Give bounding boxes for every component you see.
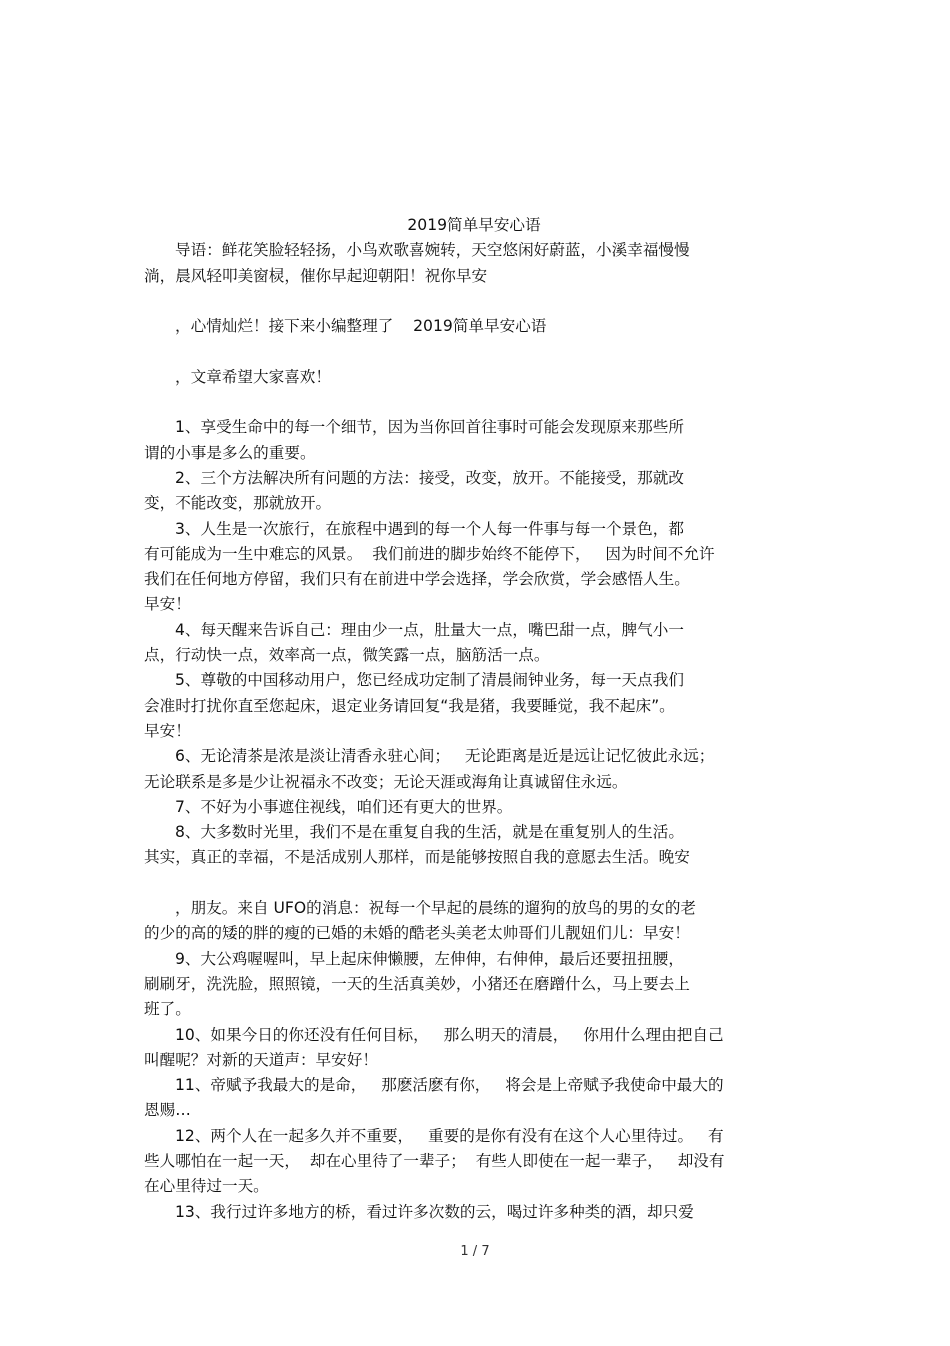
- document-body: [144, 213, 824, 1225]
- text-line: 5、尊敬的中国移动用户，您已经成功定制了清晨闹钟业务，每一天点我们: [175, 671, 684, 690]
- text-line: 有可能成为一生中难忘的风景。 我们前进的脚步始终不能停下， 因为时间不允许: [144, 544, 715, 563]
- text-line: ，朋友。来自 UFO的消息：祝每一个早起的晨练的遛狗的放鸟的男的女的老: [175, 899, 697, 918]
- text-line: 早安！: [144, 721, 191, 740]
- blank-line: [144, 339, 824, 364]
- blank-line: [144, 390, 824, 415]
- text-line: 8、大多数时光里，我们不是在重复自我的生活，就是在重复别人的生活。: [175, 823, 684, 842]
- text-line: 11、帝赋予我最大的是命， 那麽活麽有你， 将会是上帝赋予我使命中最大的: [175, 1076, 724, 1095]
- blank-line: [144, 289, 824, 314]
- text-line: 恩赐…: [144, 1101, 191, 1120]
- text-line: 叫醒呢？对新的天道声：早安好！: [144, 1050, 378, 1069]
- text-line: 9、大公鸡喔喔叫，早上起床伸懒腰，左伸伸，右伸伸，最后还要扭扭腰，: [175, 949, 684, 968]
- text-line: 12、两个人在一起多久并不重要， 重要的是你有没有在这个人心里待过。 有: [175, 1126, 724, 1145]
- text-line: 6、无论清茶是浓是淡让清香永驻心间； 无论距离是近是远让记忆彼此永远；: [175, 747, 715, 766]
- text-line: 7、不好为小事遮住视线，咱们还有更大的世界。: [175, 797, 513, 816]
- document-text: [144, 238, 824, 1225]
- text-line: 导语：鲜花笑脸轻轻扬，小鸟欢歌喜婉转，天空悠闲好蔚蓝，小溪幸福慢慢: [175, 241, 690, 260]
- text-line: 2、三个方法解决所有问题的方法：接受，改变，放开。不能接受，那就改: [175, 468, 684, 487]
- text-line: 3、人生是一次旅行，在旅程中遇到的每一个人每一件事与每一个景色，都: [175, 519, 684, 538]
- text-line: ，心情灿烂！接下来小编整理了 2019简单早安心语: [175, 317, 547, 336]
- text-line: 变，不能改变，那就放开。: [144, 494, 332, 513]
- text-line: 点，行动快一点，效率高一点，微笑露一点，脑筋活一点。: [144, 646, 550, 665]
- text-line: 的少的高的矮的胖的瘦的已婚的未婚的酷老头美老太帅哥们儿靓妞们儿：早安！: [144, 924, 690, 943]
- text-line: 刷刷牙，洗洗脸，照照镜，一天的生活真美妙，小猪还在磨蹭什么，马上要去上: [144, 974, 690, 993]
- text-line: 其实，真正的幸福，不是活成别人那样，而是能够按照自我的意愿去生活。晚安: [144, 848, 690, 867]
- text-line: 无论联系是多是少让祝福永不改变；无论天涯或海角让真诚留住永远。: [144, 772, 628, 791]
- text-line: 早安！: [144, 595, 191, 614]
- text-line: 4、每天醒来告诉自己：理由少一点，肚量大一点，嘴巴甜一点，脾气小一: [175, 620, 684, 639]
- text-line: 1、享受生命中的每一个细节，因为当你回首往事时可能会发现原来那些所: [175, 418, 684, 437]
- text-line: 10、如果今日的你还没有任何目标， 那么明天的清晨， 你用什么理由把自己: [175, 1025, 724, 1044]
- text-line: 谓的小事是多么的重要。: [144, 443, 316, 462]
- text-line: 淌，晨风轻叩美窗棂，催你早起迎朝阳！祝你早安: [144, 266, 488, 285]
- page-indicator: 1 / 7: [460, 1244, 490, 1259]
- text-line: 些人哪怕在一起一天， 却在心里待了一辈子； 有些人即使在一起一辈子， 却没有: [144, 1151, 725, 1170]
- text-line: 13、我行过许多地方的桥，看过许多次数的云，喝过许多种类的酒，却只爱: [175, 1202, 694, 1221]
- blank-line: [144, 871, 824, 896]
- text-line: 我们在任何地方停留，我们只有在前进中学会选择，学会欣赏，学会感悟人生。: [144, 570, 690, 589]
- document-title: 2019简单早安心语: [407, 216, 541, 234]
- text-line: 班了。: [144, 1000, 191, 1019]
- text-line: ，文章希望大家喜欢！: [175, 367, 331, 386]
- text-line: 在心里待过一天。: [144, 1177, 269, 1196]
- text-line: 会准时打扰你直至您起床，退定业务请回复“我是猪，我要睡觉，我不起床”。: [144, 696, 675, 715]
